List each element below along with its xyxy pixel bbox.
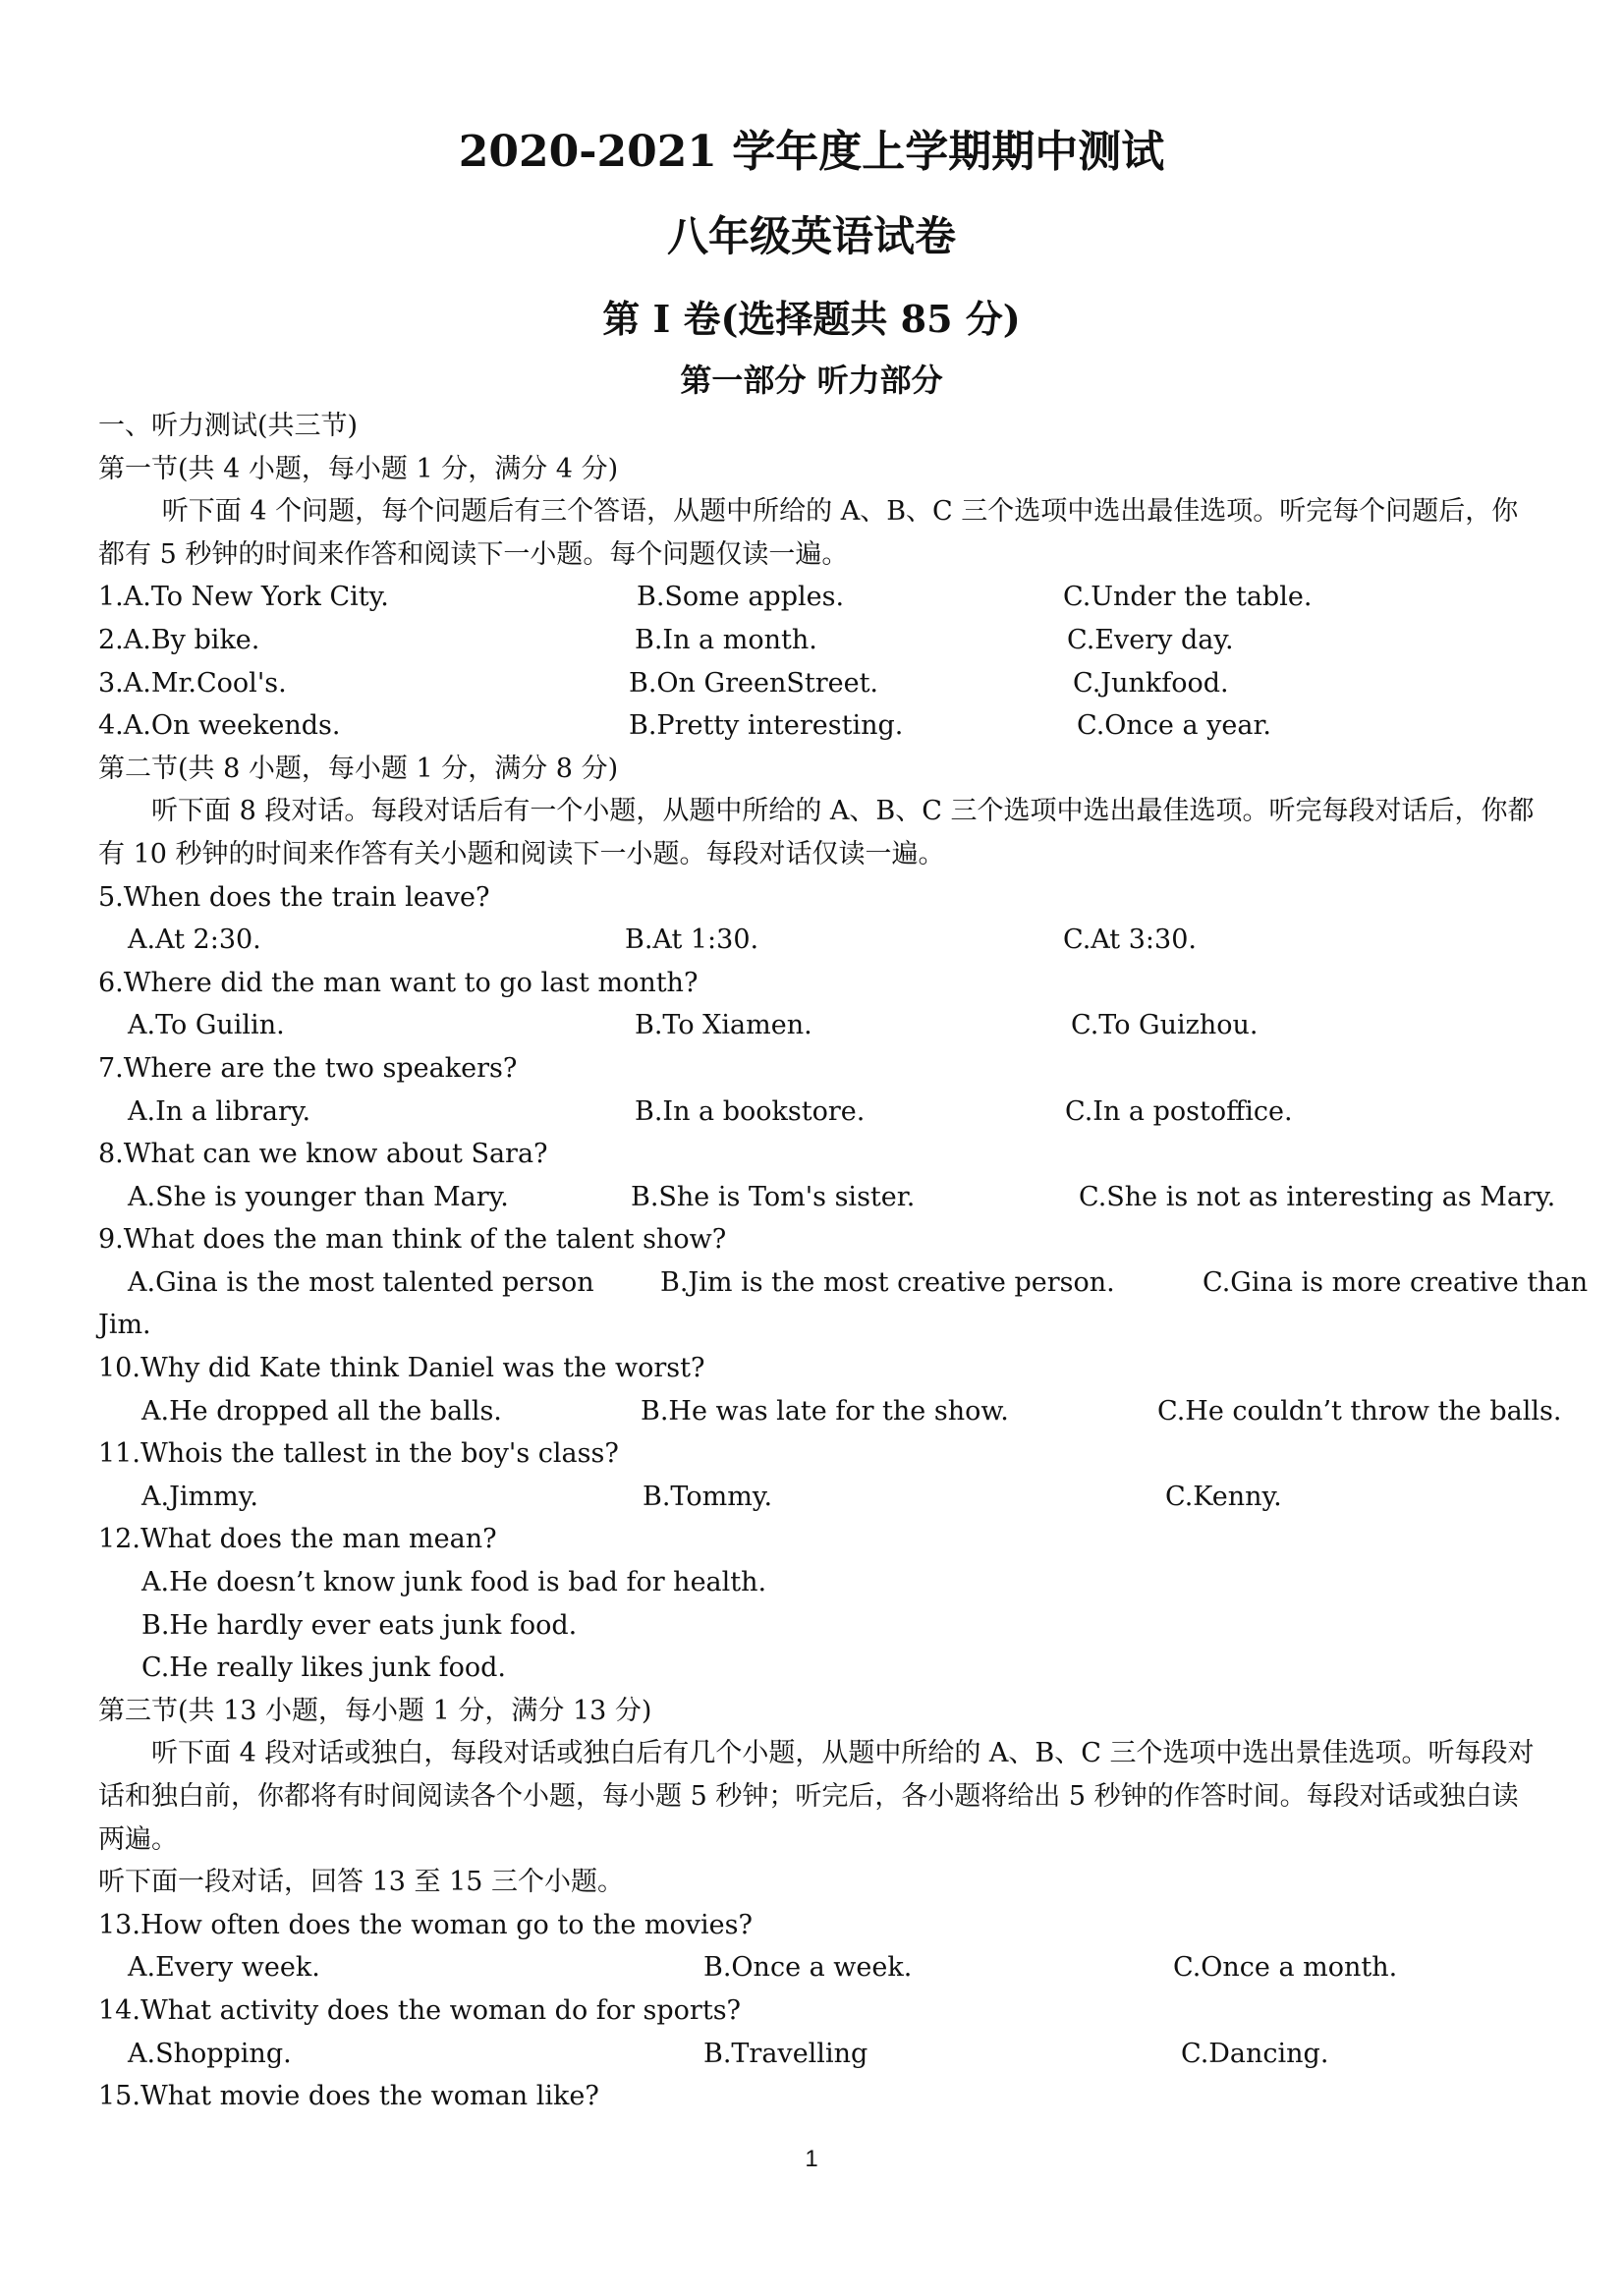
s3-heading: 第三节(共 13 小题，每小题 1 分，满分 13 分) [98, 1695, 652, 1726]
option-a: A.She is younger than Mary. [128, 1181, 509, 1212]
option-a: A.Every week. [128, 1952, 320, 1984]
part-heading: 第一部分 听力部分 [680, 362, 943, 399]
question-row [98, 1390, 1562, 1433]
question-row [98, 1176, 1556, 1219]
s2-instruction: 听下面 8 段对话。每段对话后有一个小题，从题中所给的 A、B、C 三个选项中选出最佳选项。听完每段对话后，你都有 10 秒钟的时间来作答有关小题和阅读下一小题。每段对话仅读一遍。 [98, 796, 1535, 869]
s1-instruction: 听下面 4 个问题，每个问题后有三个答语，从题中所给的 A、B、C 三个选项中选出最佳选项。听完每个问题后，你都有 5 秒钟的时间来作答和阅读下一小题。每个问题仅读一遍。 [98, 496, 1519, 570]
s1-heading: 第一节(共 4 小题，每小题 1 分，满分 4 分) [98, 453, 619, 484]
option-a: A.He doesn’t know junk food is bad for health. [141, 1567, 767, 1598]
option-a: 4.A.On weekends. [98, 710, 341, 742]
option-c-continuation: Jim. [98, 1310, 151, 1341]
question-stem: 6.Where did the man want to go last month? [98, 967, 699, 998]
option-c: C.To Guizhou. [1071, 1010, 1259, 1041]
question-row [98, 1261, 1589, 1305]
option-c: C.Every day. [1067, 624, 1234, 655]
question-row [98, 1946, 1542, 1989]
option-c: C.Once a month. [1173, 1952, 1398, 1984]
question-stem: 13.How often does the woman go to the movies? [98, 1909, 753, 1940]
option-c: C.He really likes junk food. [141, 1652, 506, 1684]
option-b: B.Travelling [703, 2038, 868, 2069]
option-b: B.In a bookstore. [635, 1095, 866, 1127]
s2-heading: 第二节(共 8 小题，每小题 1 分，满分 8 分) [98, 753, 619, 784]
question-stem: 10.Why did Kate think Daniel was the worst? [98, 1353, 705, 1384]
exam-body [98, 405, 1589, 2118]
question-stem: 5.When does the train leave? [98, 881, 490, 913]
option-a: A.To Guilin. [128, 1010, 285, 1041]
question-row [98, 704, 1542, 748]
option-b: B.Jim is the most creative person. [660, 1266, 1115, 1298]
option-b: B.Once a week. [703, 1952, 913, 1984]
option-b: B.She is Tom's sister. [631, 1181, 916, 1212]
option-b: B.He hardly ever eats junk food. [141, 1609, 578, 1641]
option-a: A.Gina is the most talented person [128, 1266, 594, 1298]
option-c: C.Once a year. [1077, 710, 1272, 742]
question-row [98, 2033, 1542, 2076]
question-row [98, 662, 1542, 705]
option-b: B.On GreenStreet. [629, 667, 878, 699]
exam-subtitle: 八年级英语试卷 [666, 212, 956, 260]
option-b: B.In a month. [635, 624, 817, 655]
option-a: 2.A.By bike. [98, 624, 260, 655]
exam-title: 2020-2021 学年度上学期期中测试 [458, 127, 1165, 177]
option-a: A.In a library. [128, 1095, 311, 1127]
question-stem: 8.What can we know about Sara? [98, 1139, 548, 1170]
question-row [98, 619, 1542, 662]
option-b: B.Tommy. [643, 1481, 773, 1512]
dialog-note: 听下面一段对话，回答 13 至 15 三个小题。 [98, 1867, 625, 1898]
option-a: A.Shopping. [128, 2038, 292, 2069]
question-stem: 7.Where are the two speakers? [98, 1052, 518, 1084]
option-b: B.At 1:30. [625, 924, 759, 956]
option-b: B.Pretty interesting. [629, 710, 904, 742]
option-c: C.He couldn’t throw the balls. [1157, 1395, 1562, 1427]
option-c: C.Junkfood. [1073, 667, 1229, 699]
volume-heading: 第 I 卷(选择题共 85 分) [602, 297, 1021, 341]
option-c: C.Gina is more creative than [1203, 1266, 1589, 1298]
option-a: A.He dropped all the balls. [141, 1395, 502, 1427]
option-c: C.Dancing. [1181, 2038, 1329, 2069]
option-b: B.Some apples. [637, 582, 845, 613]
option-c: C.In a postoffice. [1065, 1095, 1293, 1127]
option-a: 1.A.To New York City. [98, 582, 389, 613]
option-b: B.To Xiamen. [635, 1010, 812, 1041]
question-stem: 14.What activity does the woman do for sports? [98, 1994, 742, 2026]
question-stem: 12.What does the man mean? [98, 1524, 497, 1555]
question-stem: 11.Whois the tallest in the boy's class? [98, 1438, 619, 1470]
option-a: 3.A.Mr.Cool's. [98, 667, 287, 699]
question-row [98, 919, 1542, 962]
page-number: 1 [805, 2146, 818, 2172]
option-a: A.Jimmy. [141, 1481, 258, 1512]
question-stem: 9.What does the man think of the talent show? [98, 1224, 727, 1256]
section-title: 一、听力测试(共三节) [98, 411, 359, 441]
question-row [98, 576, 1542, 619]
question-row [98, 1091, 1542, 1134]
option-c: C.Under the table. [1063, 582, 1313, 613]
option-c: C.She is not as interesting as Mary. [1079, 1181, 1556, 1212]
question-row [98, 1476, 1542, 1519]
s3-instruction: 听下面 4 段对话或独白，每段对话或独白后有几个小题，从题中所给的 A、B、C 三个选项中选出景佳选项。听每段对话和独白前，你都将有时间阅读各个小题，每小题 5 秒钟；听完后，各小题将给出 5 秒钟的作答时间。每段对话或独白读两遍。 [98, 1738, 1535, 1855]
option-c: C.At 3:30. [1063, 924, 1197, 956]
question-row [98, 1004, 1542, 1047]
option-c: C.Kenny. [1165, 1481, 1282, 1512]
option-a: A.At 2:30. [128, 924, 261, 956]
question-stem: 15.What movie does the woman like? [98, 2081, 599, 2112]
option-b: B.He was late for the show. [641, 1395, 1009, 1427]
